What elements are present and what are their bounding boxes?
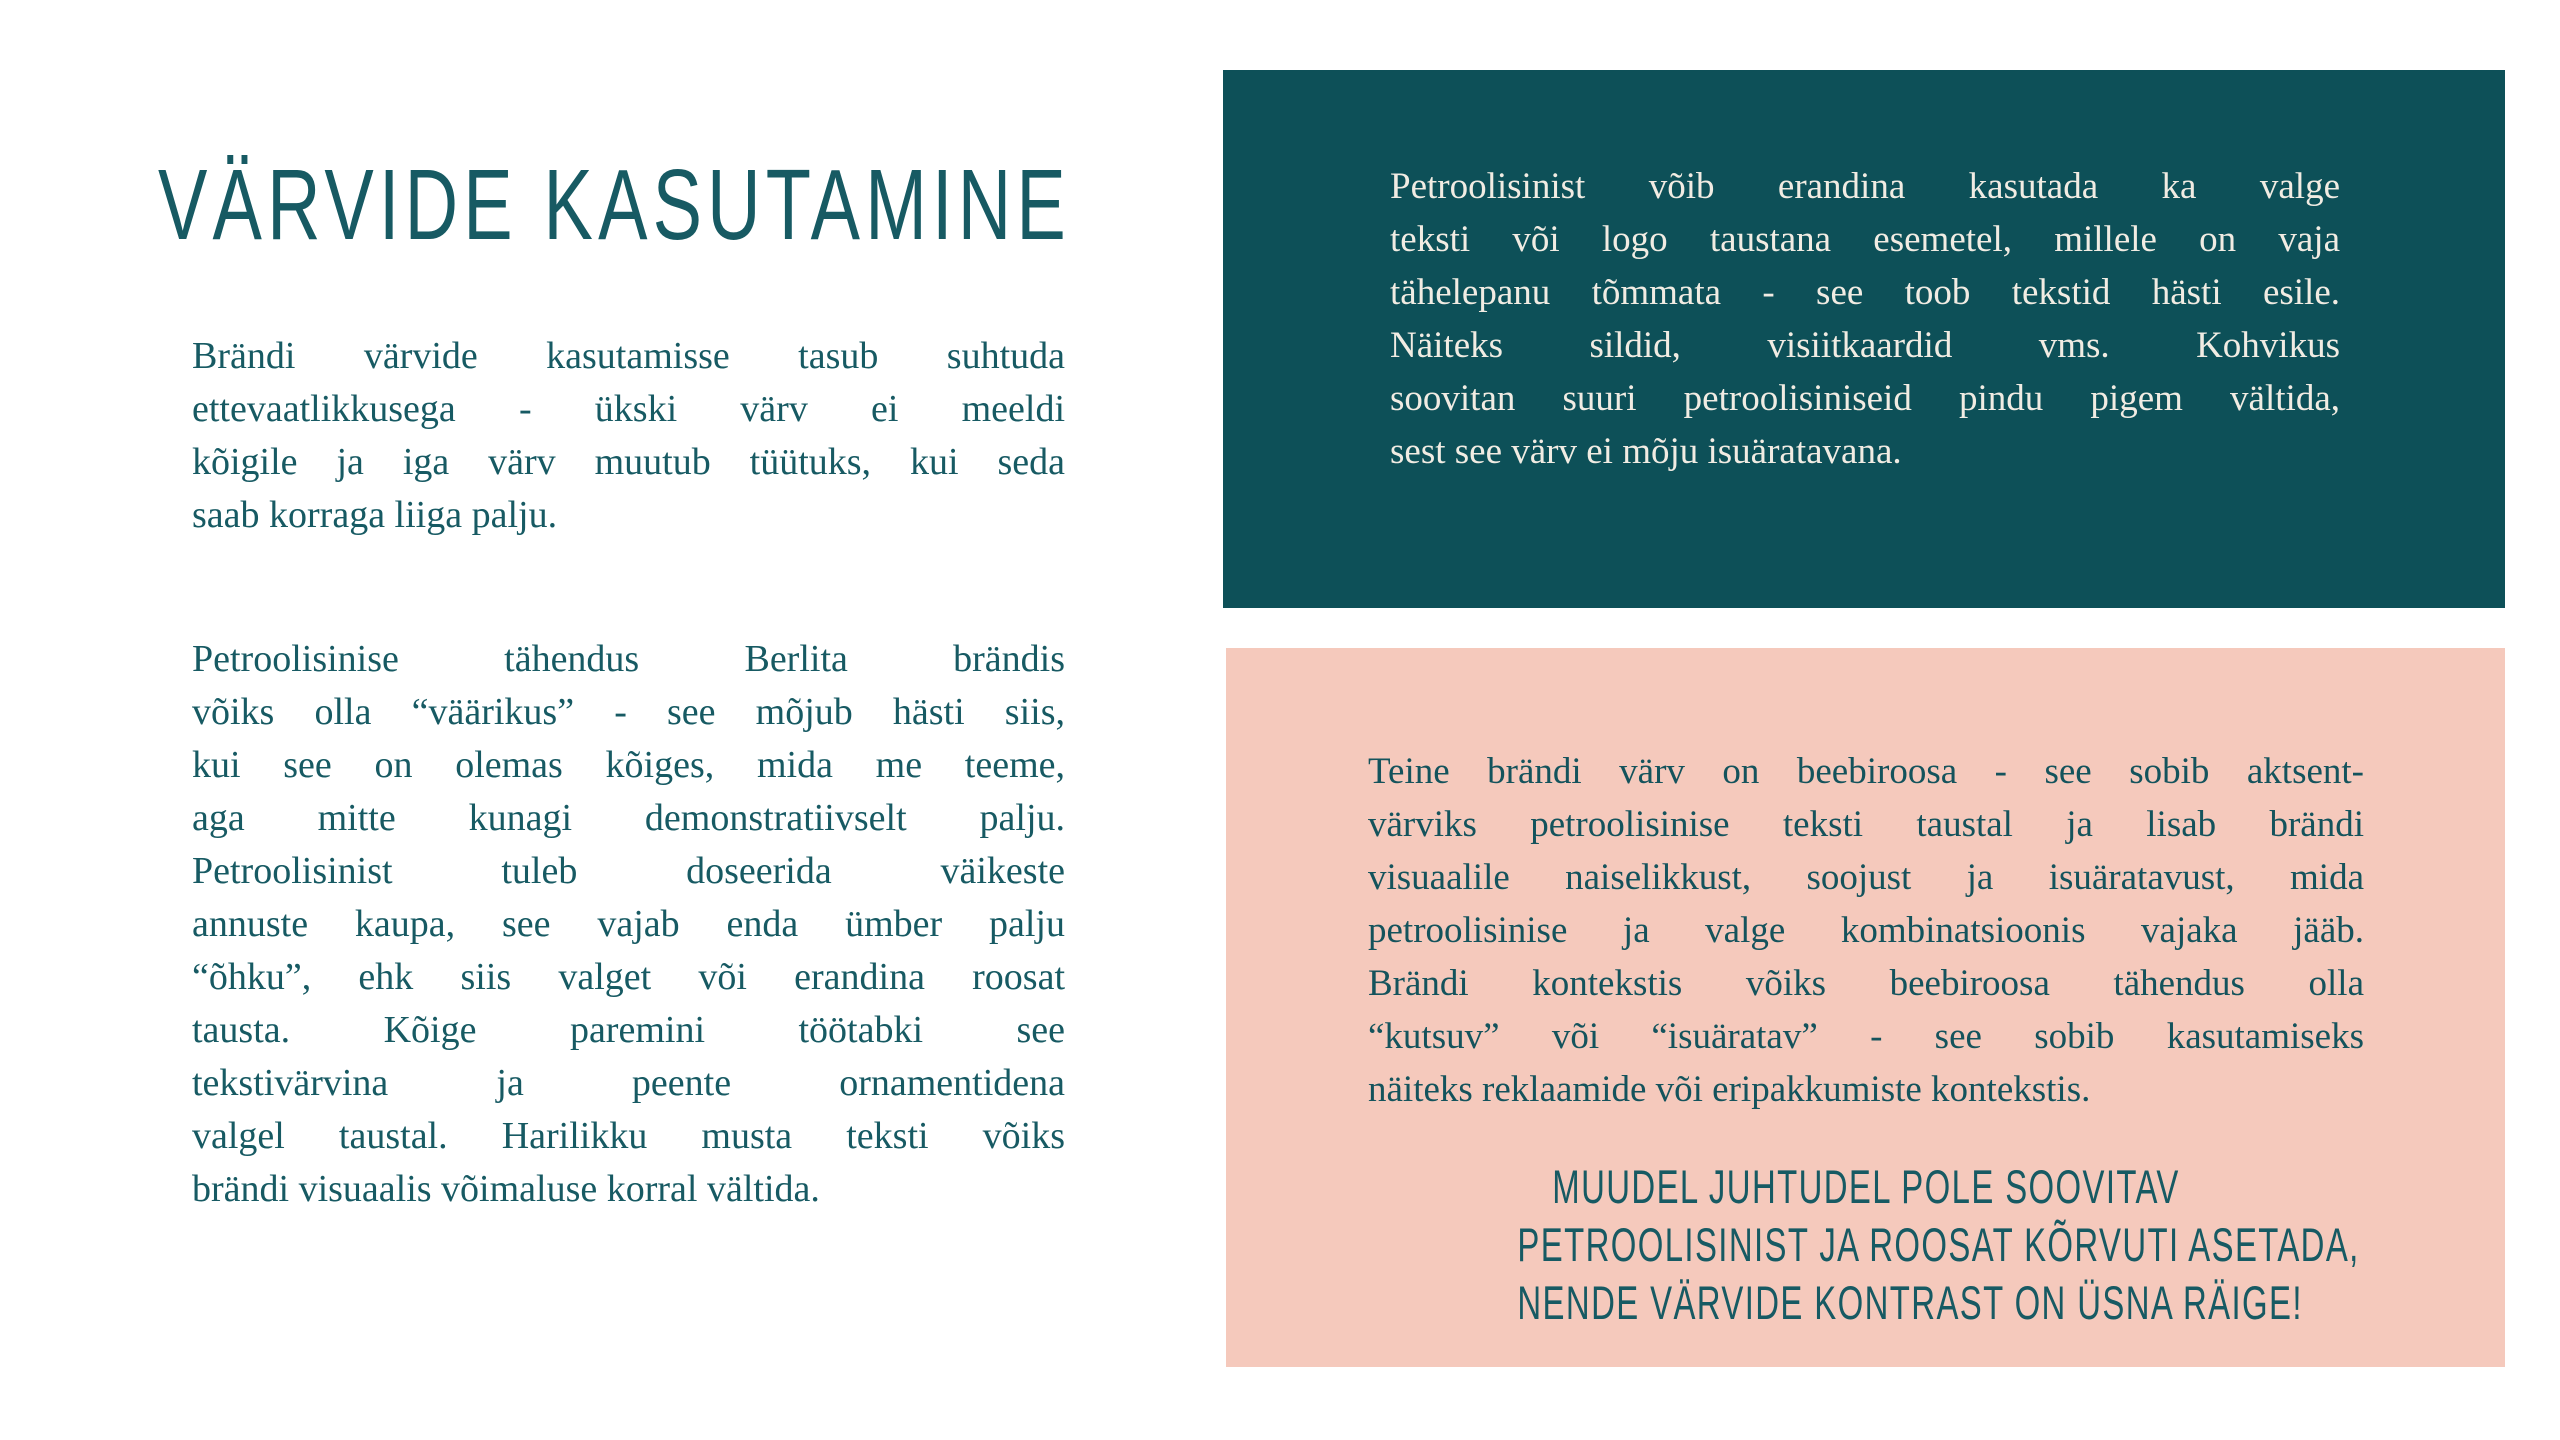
text-line: Petroolisinist võib erandina kasutada ka valge (1390, 166, 2340, 207)
petrol-color-box (1223, 70, 2505, 608)
left-column-paragraph-1 (192, 330, 1065, 542)
text-line: visuaalile naiselikkust, soojust ja isuäratavust, mida (1368, 857, 2364, 898)
pink-color-box (1226, 648, 2505, 1367)
text-line: värviks petroolisinise teksti taustal ja lisab brändi (1368, 804, 2364, 845)
text-line: Teine brändi värv on beebiroosa - see sobib aktsent- (1368, 751, 2364, 792)
text-line: tausta. Kõige paremini töötabki see (192, 1009, 1065, 1051)
text-line: valgel taustal. Harilikku musta teksti võiks (192, 1115, 1065, 1157)
text-line: tekstivärvina ja peente ornamentidena (192, 1062, 1065, 1104)
text-line: ettevaatlikkusega - ükski värv ei meeldi (192, 388, 1065, 430)
page-title: VÄRVIDE KASUTAMINE (158, 149, 1071, 261)
text-line: petroolisinise ja valge kombinatsioonis vajaka jääb. (1368, 910, 2364, 951)
text-line: Brändi värvide kasutamisse tasub suhtuda (192, 335, 1065, 377)
text-line: Brändi kontekstis võiks beebiroosa tähendus olla (1368, 963, 2364, 1004)
text-line: annuste kaupa, see vajab enda ümber palju (192, 903, 1065, 945)
text-line: NENDE VÄRVIDE KONTRAST ON ÜSNA RÄIGE! (1517, 1276, 2303, 1329)
text-line: “õhku”, ehk siis valget või erandina roosat (192, 956, 1065, 998)
text-line: soovitan suuri petroolisiniseid pindu pigem vältida, (1390, 378, 2340, 419)
text-line: tähelepanu tõmmata - see toob tekstid hästi esile. (1390, 272, 2340, 313)
text-line: aga mitte kunagi demonstratiivselt palju. (192, 797, 1065, 839)
text-line: kui see on olemas kõiges, mida me teeme, (192, 744, 1065, 786)
text-line: Näiteks sildid, visiitkaardid vms. Kohvikus (1390, 325, 2340, 366)
text-line: teksti või logo taustana esemetel, millele on vaja (1390, 219, 2340, 260)
contrast-warning-heading (1517, 1158, 2360, 1332)
text-line: võiks olla “väärikus” - see mõjub hästi siis, (192, 691, 1065, 733)
text-line: näiteks reklaamide või eripakkumiste kontekstis. (1368, 1069, 2091, 1110)
text-line: MUUDEL JUHTUDEL POLE SOOVITAV (1552, 1160, 2180, 1213)
text-line: PETROOLISINIST JA ROOSAT KÕRVUTI ASETADA, (1517, 1218, 2360, 1271)
petrol-box-paragraph (1390, 160, 2340, 478)
text-line: “kutsuv” või “isuäratav” - see sobib kasutamiseks (1368, 1016, 2364, 1057)
left-column-paragraph-2 (192, 633, 1065, 1216)
text-line: Petroolisinist tuleb doseerida väikeste (192, 850, 1065, 892)
text-line: brändi visuaalis võimaluse korral vältida. (192, 1168, 820, 1210)
pink-box-paragraph (1368, 745, 2364, 1116)
text-line: sest see värv ei mõju isuäratavana. (1390, 431, 1902, 472)
text-line: kõigile ja iga värv muutub tüütuks, kui seda (192, 441, 1065, 483)
text-line: saab korraga liiga palju. (192, 494, 558, 536)
text-line: Petroolisinise tähendus Berlita brändis (192, 638, 1065, 680)
